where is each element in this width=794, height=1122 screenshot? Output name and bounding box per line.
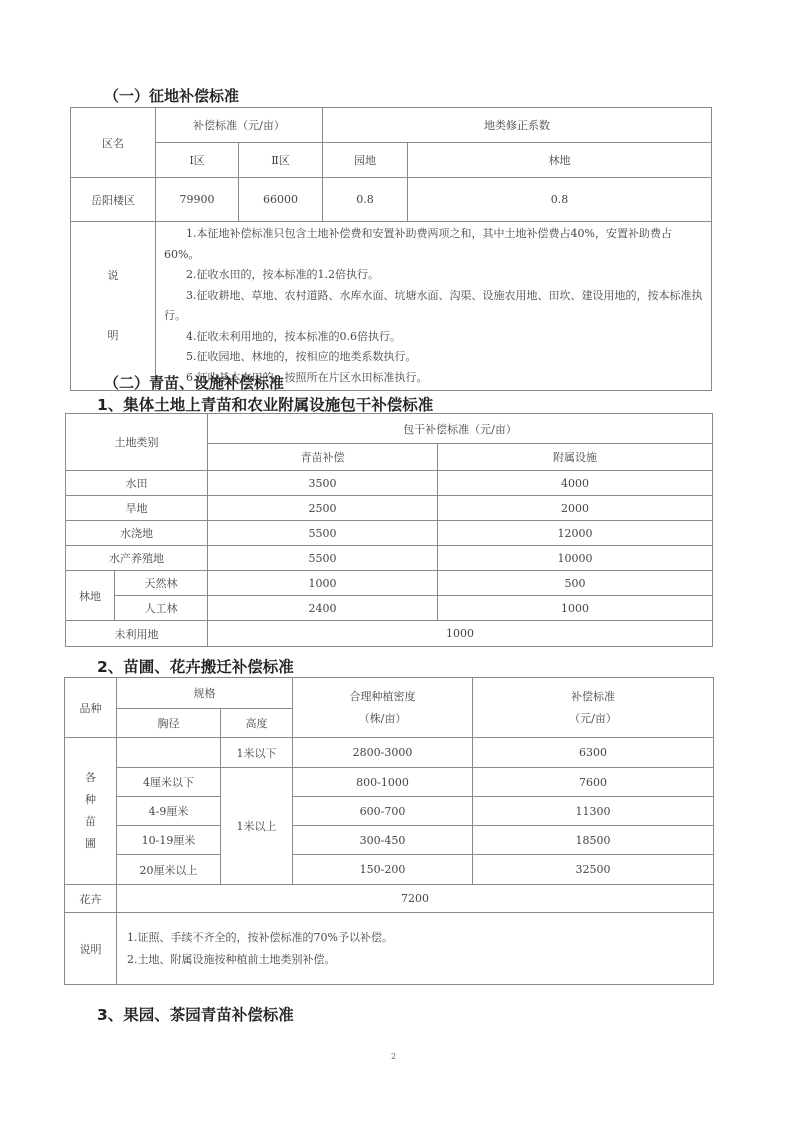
section-2-heading: （二）青苗、设施补偿标准: [104, 374, 285, 392]
subsection-1-heading: 1、集体土地上青苗和农业附属设施包干补偿标准: [97, 396, 434, 414]
cell-zone-2: 66000: [239, 178, 323, 222]
table-row: 人工林 2400 1000: [66, 596, 713, 621]
page-number: 2: [391, 1052, 397, 1061]
notes-label: 说明: [65, 913, 117, 985]
subsection-2-heading: 2、苗圃、花卉搬迁补偿标准: [97, 658, 294, 676]
table-row: 旱地 2500 2000: [66, 496, 713, 521]
notes-content: [156, 222, 712, 391]
note-item: 1.证照、手续不齐全的，按补偿标准的70%予以补偿。: [127, 930, 393, 944]
header-forest: 林地: [408, 143, 712, 178]
header-height: 高度: [221, 709, 293, 738]
header-zone-1: Ⅰ区: [156, 143, 239, 178]
note-item: 4.征收未利用地的，按本标准的0.6倍执行。: [186, 329, 401, 343]
note-item: 3.征收耕地、草地、农村道路、水库水面、坑塘水面、沟渠、设施农用地、田坎、建设用地的，按本标准执行。: [164, 288, 703, 322]
section-1-heading: （一）征地补偿标准: [104, 87, 240, 105]
crops-facilities-table: [65, 413, 713, 647]
flowers-value: 7200: [117, 885, 714, 913]
note-item: 2.土地、附属设施按种植前土地类别补偿。: [127, 952, 336, 966]
header-coefficient: 地类修正系数: [323, 108, 712, 143]
header-spec: 规格: [117, 678, 293, 709]
table-row: 10-19厘米 300-450 18500: [65, 826, 714, 855]
table-row: 4厘米以下 1米以上 800-1000 7600: [65, 768, 714, 797]
header-garden: 园地: [323, 143, 408, 178]
nursery-flowers-table: [64, 677, 714, 985]
header-density: 合理种植密度 （株/亩）: [293, 678, 473, 738]
nursery-label: 各 种 苗 圃: [65, 738, 117, 885]
table-row: 林地 天然林 1000 500: [66, 571, 713, 596]
table-row: [65, 885, 714, 913]
note-item: 6.征收基本农田的，按照所在片区水田标准执行。: [186, 370, 428, 384]
header-facility: 附属设施: [438, 444, 713, 471]
notes-content: [117, 913, 714, 985]
header-zone-2: Ⅱ区: [239, 143, 323, 178]
table-row: 水田 3500 4000: [66, 471, 713, 496]
subsection-3-heading: 3、果园、茶园青苗补偿标准: [97, 1006, 294, 1024]
header-land-type: 土地类别: [66, 414, 208, 471]
table-row: 水浇地 5500 12000: [66, 521, 713, 546]
header-district: 区名: [71, 108, 156, 178]
note-item: 1.本征地补偿标准只包含土地补偿费和安置补助费两项之和，其中土地补偿费占40%，安置补助费占60%。: [164, 227, 672, 261]
tall-height-cell: 1米以上: [221, 768, 293, 885]
forest-group-label: 林地: [66, 571, 115, 621]
note-item: 5.征收园地、林地的，按相应的地类系数执行。: [186, 350, 417, 363]
flowers-label: 花卉: [65, 885, 117, 913]
table-row: [71, 178, 712, 222]
cell-zone-1: 79900: [156, 178, 239, 222]
note-item: 2.征收水田的，按本标准的1.2倍执行。: [186, 268, 379, 281]
header-compensation: 补偿标准 （元/亩）: [473, 678, 714, 738]
header-dbh: 胸径: [117, 709, 221, 738]
header-crop: 青苗补偿: [208, 444, 438, 471]
table-row: 未利用地 1000: [66, 621, 713, 647]
table-row: 各 种 苗 圃 1米以下 2800-3000 6300: [65, 738, 714, 768]
cell-forest: 0.8: [408, 178, 712, 222]
header-lump-sum: 包干补偿标准（元/亩）: [208, 414, 713, 444]
cell-garden: 0.8: [323, 178, 408, 222]
table-row: 4-9厘米 600-700 11300: [65, 797, 714, 826]
header-standard: 补偿标准（元/亩）: [156, 108, 323, 143]
table-row: 20厘米以上 150-200 32500: [65, 855, 714, 885]
table-row: 水产养殖地 5500 10000: [66, 546, 713, 571]
land-acquisition-table: [70, 107, 712, 391]
header-variety: 品种: [65, 678, 117, 738]
notes-label: 说 明: [71, 222, 156, 391]
cell-district: 岳阳楼区: [71, 178, 156, 222]
